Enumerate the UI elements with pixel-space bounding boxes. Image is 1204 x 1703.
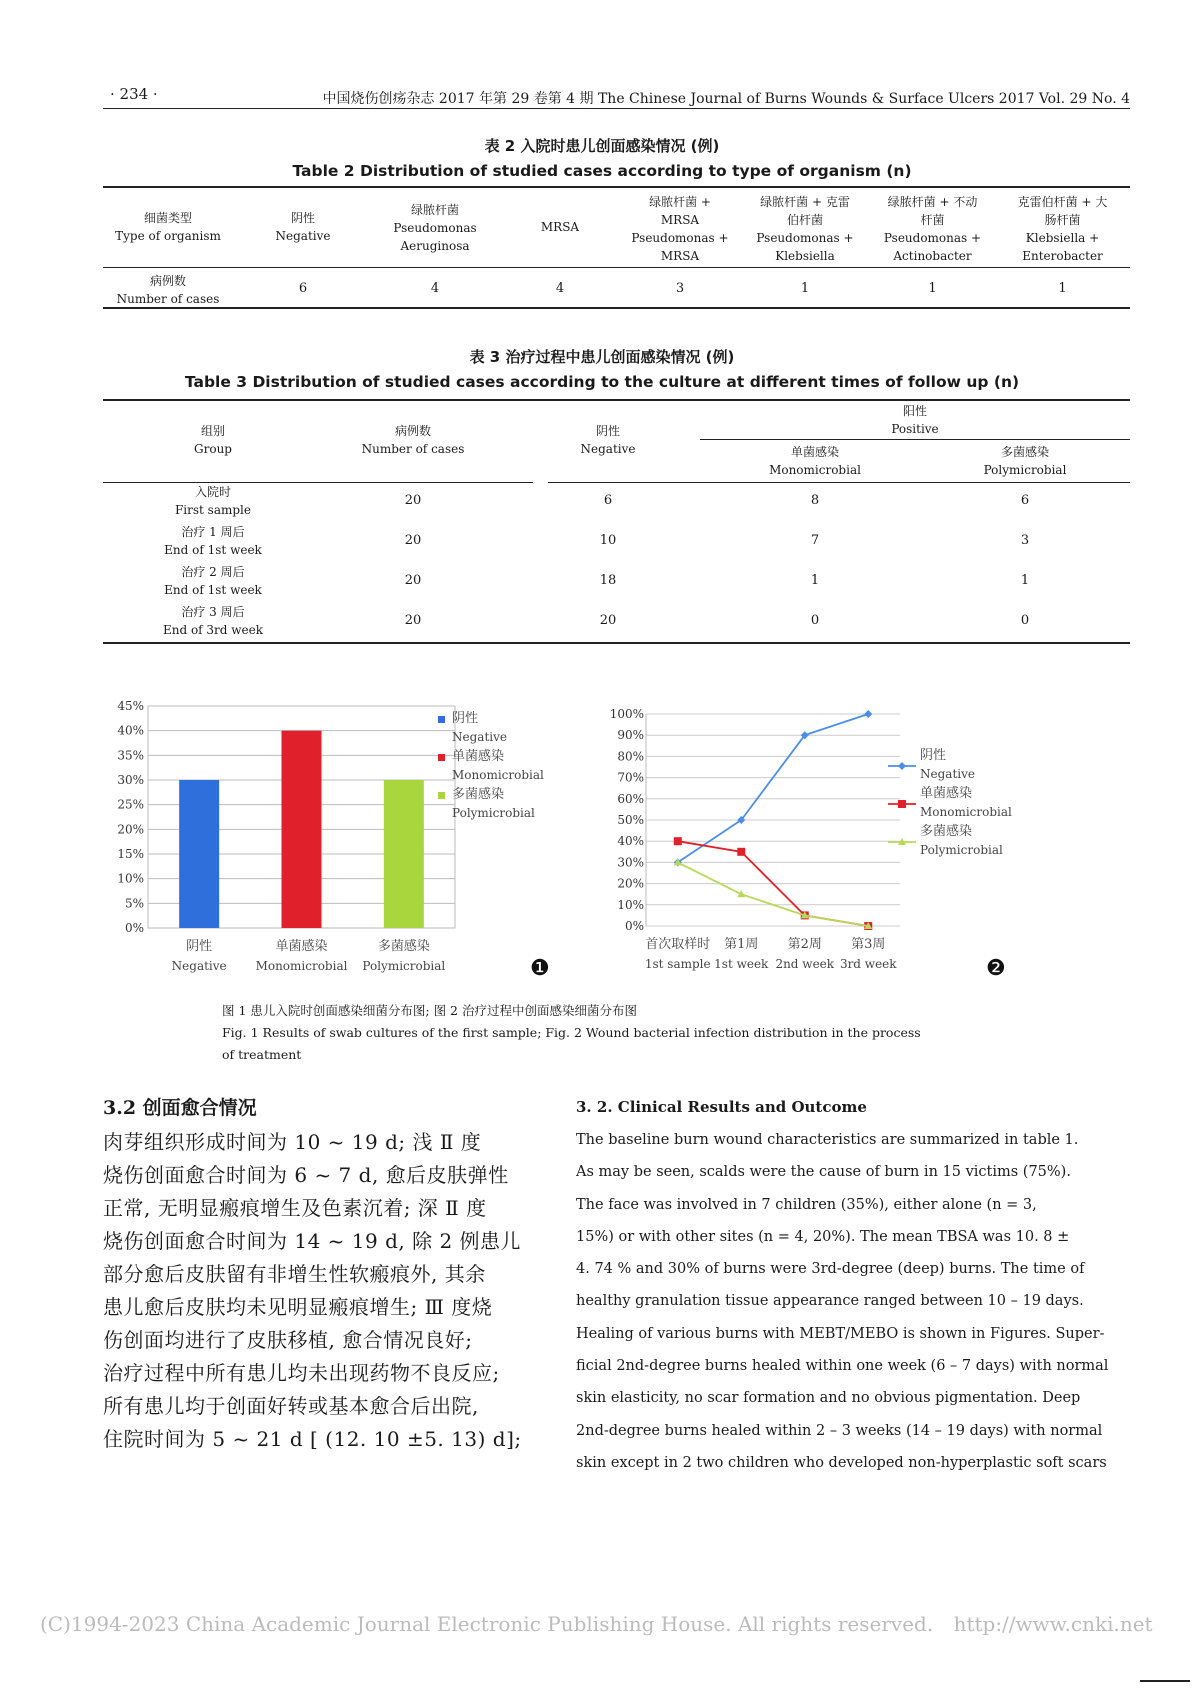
text-line: ficial 2nd-degree burns healed within one week (6 – 7 days) with normal [576, 1358, 1109, 1375]
x-tick-label-cn: 首次取样时 [645, 937, 711, 952]
cell-cases: 20 [404, 533, 422, 548]
figure-caption [222, 1000, 1042, 1066]
figure-caption-cn: 图 1 患儿入院时创面感染细菌分布图; 图 2 治疗过程中创面感染细菌分布图 [222, 1003, 637, 1018]
y-tick-label: 0% [624, 919, 644, 933]
x-tick-label-en: 3rd week [839, 957, 897, 971]
cell-cases: 20 [404, 493, 422, 508]
table2-header-cell [365, 201, 505, 255]
header-en: Type of organism [115, 229, 221, 243]
y-tick-label: 90% [617, 728, 644, 743]
x-tick-label-cn: 阴性 [186, 939, 213, 954]
legend-label-cn: 阴性 [920, 748, 947, 763]
table3-header-poly [950, 443, 1100, 479]
header-en: Pseudomonas Aeruginosa [393, 221, 477, 253]
header-en: Pseudomonas + Actinobacter [883, 231, 982, 263]
header-cn: 细菌类型 [143, 211, 192, 225]
legend-label-cn: 单菌感染 [452, 749, 505, 764]
header-cn: 绿脓杆菌 [410, 203, 459, 217]
row-label [103, 563, 323, 599]
row-label-cn: 治疗 2 周后 [181, 565, 245, 579]
row-label-en: First sample [174, 503, 251, 517]
cell-negative: 6 [603, 493, 613, 508]
cell-cases: 20 [404, 573, 422, 588]
figure1-bar-chart [110, 690, 590, 1000]
header-cn: 单菌感染 [790, 445, 839, 459]
data-point [674, 837, 682, 845]
x-tick-label-en: Polymicrobial [362, 959, 446, 973]
header-en: Negative [275, 229, 331, 243]
row-label [103, 523, 323, 559]
legend-swatch [438, 792, 445, 799]
row-label [103, 603, 323, 639]
x-tick-label-cn: 第3周 [851, 937, 886, 952]
section-body-en [576, 1124, 1130, 1479]
x-tick-label-en: 2nd week [775, 957, 835, 971]
y-tick-label: 40% [117, 723, 144, 738]
data-point [898, 800, 906, 808]
y-tick-label: 10% [617, 897, 644, 912]
y-tick-label: 100% [610, 707, 644, 721]
header-en: MRSA [540, 220, 580, 234]
header-en: Negative [580, 442, 636, 456]
table2-title [0, 135, 1204, 180]
y-tick-label: 60% [617, 791, 644, 806]
y-tick-label: 5% [124, 896, 144, 911]
row-label-en: End of 3rd week [162, 623, 264, 637]
header-en: Positive [891, 422, 939, 436]
cell-poly: 6 [1020, 493, 1030, 508]
table3-header-cases [323, 422, 503, 458]
table2-cell: 1 [1058, 281, 1067, 296]
text-line: Healing of various burns with MEBT/MEBO is shown in Figures. Super- [576, 1325, 1105, 1342]
data-point [898, 762, 906, 770]
y-tick-label: 30% [117, 773, 144, 787]
bar [179, 780, 219, 928]
legend-label-en: Polymicrobial [920, 843, 1003, 857]
section-en [576, 1098, 1130, 1479]
header-cn: 阳性 [902, 404, 927, 418]
header-cn: 阴性 [290, 211, 315, 225]
figure-number-badge: ❷ [986, 956, 1006, 981]
row-label-cn: 病例数 [149, 274, 186, 288]
figure-caption-en-2: of treatment [222, 1047, 302, 1062]
y-tick-label: 20% [117, 822, 144, 837]
y-tick-label: 20% [617, 876, 644, 891]
table2-header-cell [870, 193, 995, 265]
table3-title-en: Table 3 Distribution of studied cases according to the culture at different times of follow up (n) [184, 373, 1020, 391]
text-line: 烧伤创面愈合时间为 6 ~ 7 d, 愈后皮肤弹性 [103, 1163, 509, 1187]
x-tick-label-cn: 第1周 [724, 937, 759, 952]
header-cn: 组别 [200, 424, 225, 438]
x-tick-label-en: Monomicrobial [255, 959, 348, 973]
y-tick-label: 30% [617, 855, 644, 870]
header-cn: 病例数 [394, 424, 431, 438]
text-line: 正常, 无明显瘢痕增生及色素沉着; 深 Ⅱ 度 [103, 1196, 487, 1220]
bar [282, 731, 322, 928]
journal-header: 中国烧伤创疡杂志 2017 年第 29 卷第 4 期 The Chinese Journal of Burns Wounds & Surface Ulcers 2017 Vol. 29 No. 4 [322, 91, 1130, 107]
cell-negative: 18 [599, 573, 617, 588]
y-tick-label: 10% [117, 871, 144, 886]
legend-label-cn: 多菌感染 [920, 824, 973, 839]
table3-header-group [103, 422, 323, 458]
y-tick-label: 25% [117, 797, 144, 812]
table3-title-cn: 表 3 治疗过程中患儿创面感染情况 (例) [469, 348, 735, 366]
text-line: As may be seen, scalds were the cause of burn in 15 victims (75%). [576, 1164, 1071, 1181]
legend-label-en: Negative [920, 767, 975, 781]
row-label-en: End of 1st week [164, 583, 262, 597]
header-cn: 多菌感染 [1000, 445, 1049, 459]
table2-header-cell [745, 193, 865, 265]
text-line: 患儿愈后皮肤均未见明显瘢痕增生; Ⅲ 度烧 [103, 1295, 493, 1319]
table2-header-cell [103, 209, 233, 245]
text-line: 伤创面均进行了皮肤移植, 愈合情况良好; [103, 1328, 473, 1352]
figure2-line-chart [610, 690, 1110, 1000]
y-tick-label: 40% [617, 834, 644, 849]
x-tick-label-en: 1st week [714, 957, 769, 971]
y-tick-label: 35% [117, 748, 144, 763]
header-cn: 克雷伯杆菌 + 大肠杆菌 [1017, 195, 1108, 227]
copyright-text: (C)1994-2023 China Academic Journal Electronic Publishing House. All rights reserved. [40, 1612, 934, 1636]
cell-cases: 20 [404, 613, 422, 628]
section-body-cn [103, 1126, 533, 1456]
table2-row-label [103, 272, 233, 308]
table2-title-en: Table 2 Distribution of studied cases according to type of organism (n) [292, 162, 912, 180]
text-line: The face was involved in 7 children (35%), either alone (n = 3, [576, 1196, 1037, 1213]
text-line: 2nd-degree burns healed within 2 – 3 weeks (14 – 19 days) with normal [576, 1422, 1103, 1439]
cnki-url[interactable]: http://www.cnki.net [953, 1612, 1153, 1636]
section-cn [103, 1093, 533, 1456]
header-cn: 阴性 [595, 424, 620, 438]
y-tick-label: 50% [617, 813, 644, 827]
figure-number-badge: ❶ [530, 956, 550, 981]
header-en: Number of cases [361, 442, 465, 456]
x-tick-label-en: 1st sample [644, 957, 711, 971]
table2-cell: 4 [430, 281, 440, 296]
y-tick-label: 0% [124, 921, 144, 935]
legend-swatch [438, 716, 445, 723]
table3-title [0, 346, 1204, 391]
table2-cell: 6 [298, 281, 308, 296]
table3-header-mono [740, 443, 890, 479]
table2-cell: 1 [800, 281, 810, 296]
legend-label-en: Polymicrobial [452, 806, 535, 820]
header-en: Group [194, 442, 232, 456]
x-tick-label-cn: 单菌感染 [275, 939, 328, 954]
section-title-en: 3. 2. Clinical Results and Outcome [576, 1098, 867, 1116]
row-label-cn: 入院时 [194, 485, 231, 499]
table2-header-cell [505, 218, 615, 236]
legend-label-cn: 阴性 [452, 711, 479, 726]
x-tick-label-cn: 多菌感染 [377, 939, 430, 954]
row-label-en: End of 1st week [164, 543, 262, 557]
text-line: 肉芽组织形成时间为 10 ~ 19 d; 浅 Ⅱ 度 [103, 1130, 482, 1154]
y-tick-label: 70% [617, 770, 644, 785]
cell-negative: 10 [599, 533, 617, 548]
data-point [737, 848, 745, 856]
header-en: Pseudomonas + Klebsiella [756, 231, 854, 263]
y-tick-label: 15% [117, 847, 144, 861]
text-line: 部分愈后皮肤留有非增生性软瘢痕外, 其余 [103, 1262, 486, 1286]
table2-cell: 1 [928, 281, 937, 296]
legend-label-cn: 多菌感染 [452, 787, 505, 802]
table3-header-positive [700, 402, 1130, 438]
text-line: skin elasticity, no scar formation and no obvious pigmentation. Deep [576, 1390, 1081, 1407]
row-label-en: Number of cases [116, 292, 220, 306]
table2-header-cell [620, 193, 740, 265]
legend-label-en: Negative [452, 730, 507, 744]
text-line: 4. 74 % and 30% of burns were 3rd-degree (deep) burns. The time of [576, 1261, 1085, 1278]
x-tick-label-en: Negative [171, 959, 227, 973]
y-tick-label: 45% [117, 699, 144, 713]
header-en: Polymicrobial [983, 463, 1067, 477]
table3-header-negative [548, 422, 668, 458]
bar [384, 780, 424, 928]
cell-mono: 0 [810, 613, 820, 628]
text-line: skin except in 2 two children who developed non-hyperplastic soft scars [576, 1454, 1107, 1471]
cell-poly: 3 [1020, 533, 1030, 548]
cell-poly: 1 [1020, 573, 1030, 588]
legend-label-en: Monomicrobial [452, 768, 544, 782]
cell-poly: 0 [1020, 613, 1030, 628]
legend-label-en: Monomicrobial [920, 805, 1012, 819]
header-cn: 绿脓杆菌 + 克雷伯杆菌 [760, 195, 850, 227]
legend-swatch [438, 754, 445, 761]
table2-cell: 3 [675, 281, 685, 296]
section-title-cn: 3.2 创面愈合情况 [103, 1097, 257, 1119]
header-en: Klebsiella + Enterobacter [1022, 231, 1103, 263]
text-line: 住院时间为 5 ~ 21 d [ (12. 10 ±5. 13) d]; [103, 1427, 522, 1451]
cell-negative: 20 [599, 613, 617, 628]
table2-header-cell [248, 209, 358, 245]
table2-header-cell [1000, 193, 1125, 265]
header-cn: 绿脓杆菌 + MRSA [649, 195, 711, 227]
text-line: 15%) or with other sites (n = 4, 20%). The mean TBSA was 10. 8 ± [576, 1228, 1070, 1245]
row-label-cn: 治疗 3 周后 [181, 605, 245, 619]
cell-mono: 8 [810, 493, 820, 508]
page-number: · 234 · [110, 85, 158, 103]
text-line: healthy granulation tissue appearance ranged between 10 – 19 days. [576, 1293, 1084, 1310]
legend-label-cn: 单菌感染 [920, 786, 973, 801]
text-line: The baseline burn wound characteristics are summarized in table 1. [576, 1132, 1079, 1148]
text-line: 所有患儿均于创面好转或基本愈合后出院, [103, 1394, 479, 1418]
table2-title-cn: 表 2 入院时患儿创面感染情况 (例) [484, 137, 720, 155]
header-en: Pseudomonas + MRSA [631, 231, 729, 263]
row-label [103, 483, 323, 519]
text-line: 烧伤创面愈合时间为 14 ~ 19 d, 除 2 例患儿 [103, 1229, 522, 1253]
data-point [864, 710, 872, 718]
table2-cell: 4 [555, 281, 565, 296]
figure-caption-en-1: Fig. 1 Results of swab cultures of the first sample; Fig. 2 Wound bacterial infection distribution in the process [222, 1025, 921, 1040]
series-line [678, 714, 869, 862]
cell-mono: 1 [810, 573, 820, 588]
header-en: Monomicrobial [769, 463, 861, 477]
series-line [678, 862, 869, 926]
header-cn: 绿脓杆菌 + 不动杆菌 [887, 195, 978, 227]
text-line: 治疗过程中所有患儿均未出现药物不良反应; [103, 1361, 500, 1385]
copyright-footer [40, 1612, 1153, 1636]
row-label-cn: 治疗 1 周后 [181, 525, 245, 539]
cell-mono: 7 [810, 533, 820, 548]
y-tick-label: 80% [617, 749, 644, 764]
x-tick-label-cn: 第2周 [787, 937, 822, 952]
